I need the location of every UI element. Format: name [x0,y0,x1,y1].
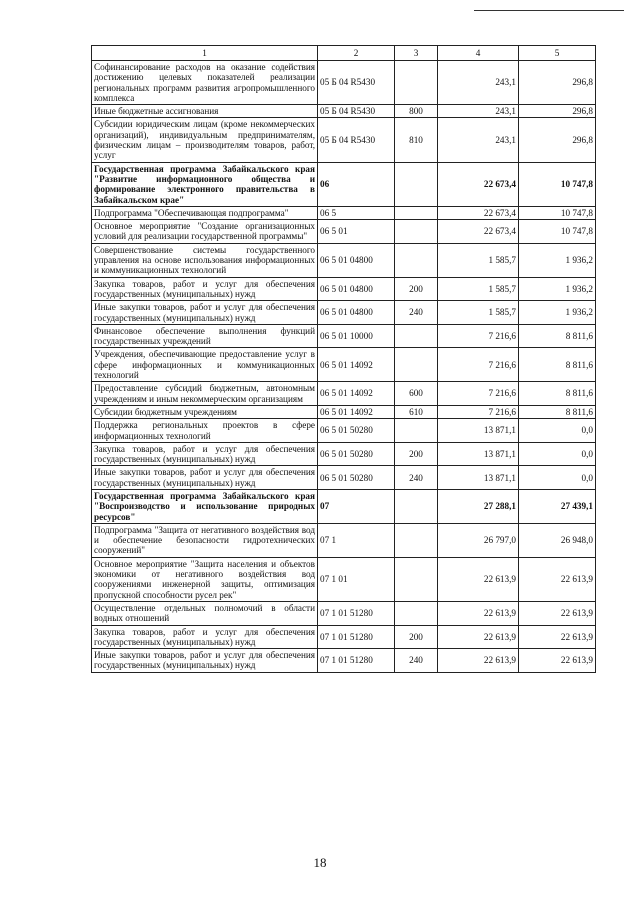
row-code-cell: 07 [318,489,395,523]
row-code-cell: 07 1 01 [318,557,395,601]
row-amount-col5-cell: 10 747,8 [519,206,596,219]
row-expense-type-cell [395,601,438,625]
row-name-cell: Софинансирование расходов на оказание содействия достижению целевых показателей реализации региональных программ развития агропромышленного комплекса [92,61,318,105]
row-expense-type-cell: 240 [395,301,438,325]
row-amount-col4-cell: 243,1 [438,61,519,105]
row-amount-col4-cell: 13 871,1 [438,419,519,443]
table-row [92,301,596,325]
row-amount-col5-cell: 8 811,6 [519,382,596,406]
row-code-cell: 06 5 01 04800 [318,243,395,277]
row-expense-type-cell [395,557,438,601]
row-expense-type-cell [395,348,438,382]
row-name-cell: Учреждения, обеспечивающие предоставление услуг в сфере информационных и коммуникационных технологий [92,348,318,382]
row-code-cell: 06 5 01 [318,220,395,244]
row-name-cell: Поддержка региональных проектов в сфере информационных технологий [92,419,318,443]
row-amount-col4-cell: 7 216,6 [438,348,519,382]
row-amount-col5-cell: 296,8 [519,118,596,162]
header-col-5: 5 [519,46,596,61]
row-code-cell: 05 Б 04 R5430 [318,105,395,118]
row-amount-col4-cell: 26 797,0 [438,523,519,557]
table-row [92,105,596,118]
row-expense-type-cell [395,243,438,277]
row-code-cell: 06 5 [318,206,395,219]
page-number: 18 [313,855,327,870]
row-code-cell: 06 5 01 04800 [318,301,395,325]
row-amount-col4-cell: 22 673,4 [438,162,519,206]
row-amount-col4-cell: 22 613,9 [438,625,519,649]
row-code-cell: 06 5 01 10000 [318,324,395,348]
table-header-row [92,46,596,61]
table-row [92,348,596,382]
row-code-cell: 06 5 01 14092 [318,382,395,406]
row-name-cell: Субсидии бюджетным учреждениям [92,405,318,418]
table-row [92,466,596,490]
row-expense-type-cell [395,489,438,523]
row-expense-type-cell: 200 [395,277,438,301]
row-amount-col5-cell: 22 613,9 [519,625,596,649]
row-name-cell: Осуществление отдельных полномочий в области водных отношений [92,601,318,625]
row-name-cell: Субсидии юридическим лицам (кроме некоммерческих организаций), индивидуальным предпринимателям, физическим лицам – производителям товаров, работ, услуг [92,118,318,162]
header-col-2: 2 [318,46,395,61]
budget-table [91,45,596,673]
row-code-cell: 07 1 01 51280 [318,601,395,625]
row-amount-col5-cell: 27 439,1 [519,489,596,523]
row-code-cell: 05 Б 04 R5430 [318,61,395,105]
table-row [92,61,596,105]
row-code-cell: 06 5 01 04800 [318,277,395,301]
row-amount-col4-cell: 22 673,4 [438,220,519,244]
table-row [92,324,596,348]
row-amount-col5-cell: 26 948,0 [519,523,596,557]
table-row [92,162,596,206]
table-row [92,405,596,418]
table-row [92,601,596,625]
row-code-cell: 06 5 01 50280 [318,466,395,490]
row-amount-col5-cell: 22 613,9 [519,557,596,601]
row-expense-type-cell [395,206,438,219]
row-amount-col4-cell: 1 585,7 [438,277,519,301]
table-row [92,243,596,277]
header-col-4: 4 [438,46,519,61]
table-row [92,277,596,301]
row-expense-type-cell [395,162,438,206]
row-name-cell: Финансовое обеспечение выполнения функций государственных учреждений [92,324,318,348]
row-code-cell: 05 Б 04 R5430 [318,118,395,162]
row-amount-col4-cell: 7 216,6 [438,405,519,418]
row-name-cell: Предоставление субсидий бюджетным, автономным учреждениям и иным некоммерческим организациям [92,382,318,406]
row-name-cell: Государственная программа Забайкальского края "Воспроизводство и использование природных ресурсов" [92,489,318,523]
row-amount-col5-cell: 8 811,6 [519,405,596,418]
row-amount-col5-cell: 0,0 [519,466,596,490]
header-col-3: 3 [395,46,438,61]
row-amount-col5-cell: 0,0 [519,419,596,443]
row-amount-col5-cell: 1 936,2 [519,301,596,325]
row-name-cell: Иные закупки товаров, работ и услуг для обеспечения государственных (муниципальных) нужд [92,301,318,325]
row-amount-col4-cell: 243,1 [438,105,519,118]
row-amount-col5-cell: 1 936,2 [519,277,596,301]
table-row [92,382,596,406]
row-expense-type-cell: 200 [395,442,438,466]
row-amount-col4-cell: 7 216,6 [438,382,519,406]
row-amount-col5-cell: 10 747,8 [519,162,596,206]
top-rule [474,10,624,11]
row-expense-type-cell [395,419,438,443]
row-amount-col4-cell: 22 613,9 [438,557,519,601]
row-amount-col4-cell: 243,1 [438,118,519,162]
row-expense-type-cell [395,220,438,244]
row-name-cell: Основное мероприятие "Защита населения и объектов экономики от негативного воздействия вод сооружениями инженерной защиты, оптимизация пропускной способности русел рек" [92,557,318,601]
row-amount-col4-cell: 1 585,7 [438,301,519,325]
row-name-cell: Подпрограмма "Защита от негативного воздействия вод и обеспечение безопасности гидротехнических сооружений" [92,523,318,557]
row-amount-col5-cell: 8 811,6 [519,348,596,382]
row-amount-col5-cell: 296,8 [519,105,596,118]
row-code-cell: 06 5 01 50280 [318,419,395,443]
row-amount-col5-cell: 10 747,8 [519,220,596,244]
row-name-cell: Закупка товаров, работ и услуг для обеспечения государственных (муниципальных) нужд [92,442,318,466]
row-expense-type-cell: 600 [395,382,438,406]
row-amount-col4-cell: 22 613,9 [438,649,519,673]
row-name-cell: Основное мероприятие "Создание организационных условий для реализации государственной программы" [92,220,318,244]
row-amount-col4-cell: 13 871,1 [438,442,519,466]
table-body [92,61,596,673]
row-expense-type-cell: 240 [395,649,438,673]
table-row [92,220,596,244]
row-amount-col4-cell: 22 673,4 [438,206,519,219]
table-row [92,523,596,557]
row-amount-col5-cell: 0,0 [519,442,596,466]
table-row [92,557,596,601]
row-amount-col5-cell: 296,8 [519,61,596,105]
row-expense-type-cell: 800 [395,105,438,118]
table-row [92,206,596,219]
row-code-cell: 07 1 01 51280 [318,625,395,649]
row-code-cell: 07 1 01 51280 [318,649,395,673]
row-amount-col5-cell: 1 936,2 [519,243,596,277]
row-name-cell: Закупка товаров, работ и услуг для обеспечения государственных (муниципальных) нужд [92,277,318,301]
table-row [92,625,596,649]
row-expense-type-cell: 200 [395,625,438,649]
row-name-cell: Подпрограмма "Обеспечивающая подпрограмма" [92,206,318,219]
row-amount-col4-cell: 1 585,7 [438,243,519,277]
row-code-cell: 06 5 01 14092 [318,348,395,382]
row-name-cell: Государственная программа Забайкальского края "Развитие информационного общества и формирование электронного правительства в Забайкальском крае" [92,162,318,206]
table-row [92,118,596,162]
row-amount-col4-cell: 22 613,9 [438,601,519,625]
table-row [92,419,596,443]
row-expense-type-cell [395,523,438,557]
row-name-cell: Закупка товаров, работ и услуг для обеспечения государственных (муниципальных) нужд [92,625,318,649]
row-name-cell: Совершенствование системы государственного управления на основе использования информационных и коммуникационных технологий [92,243,318,277]
row-expense-type-cell: 810 [395,118,438,162]
row-amount-col5-cell: 8 811,6 [519,324,596,348]
table-row [92,649,596,673]
table-row [92,489,596,523]
row-amount-col4-cell: 27 288,1 [438,489,519,523]
row-code-cell: 06 5 01 14092 [318,405,395,418]
row-name-cell: Иные закупки товаров, работ и услуг для обеспечения государственных (муниципальных) нужд [92,649,318,673]
row-code-cell: 07 1 [318,523,395,557]
row-name-cell: Иные бюджетные ассигнования [92,105,318,118]
row-amount-col5-cell: 22 613,9 [519,649,596,673]
header-col-1: 1 [92,46,318,61]
row-code-cell: 06 [318,162,395,206]
row-name-cell: Иные закупки товаров, работ и услуг для обеспечения государственных (муниципальных) нужд [92,466,318,490]
row-expense-type-cell [395,61,438,105]
row-code-cell: 06 5 01 50280 [318,442,395,466]
row-amount-col4-cell: 13 871,1 [438,466,519,490]
table-row [92,442,596,466]
row-expense-type-cell: 610 [395,405,438,418]
row-expense-type-cell [395,324,438,348]
row-amount-col4-cell: 7 216,6 [438,324,519,348]
row-amount-col5-cell: 22 613,9 [519,601,596,625]
row-expense-type-cell: 240 [395,466,438,490]
